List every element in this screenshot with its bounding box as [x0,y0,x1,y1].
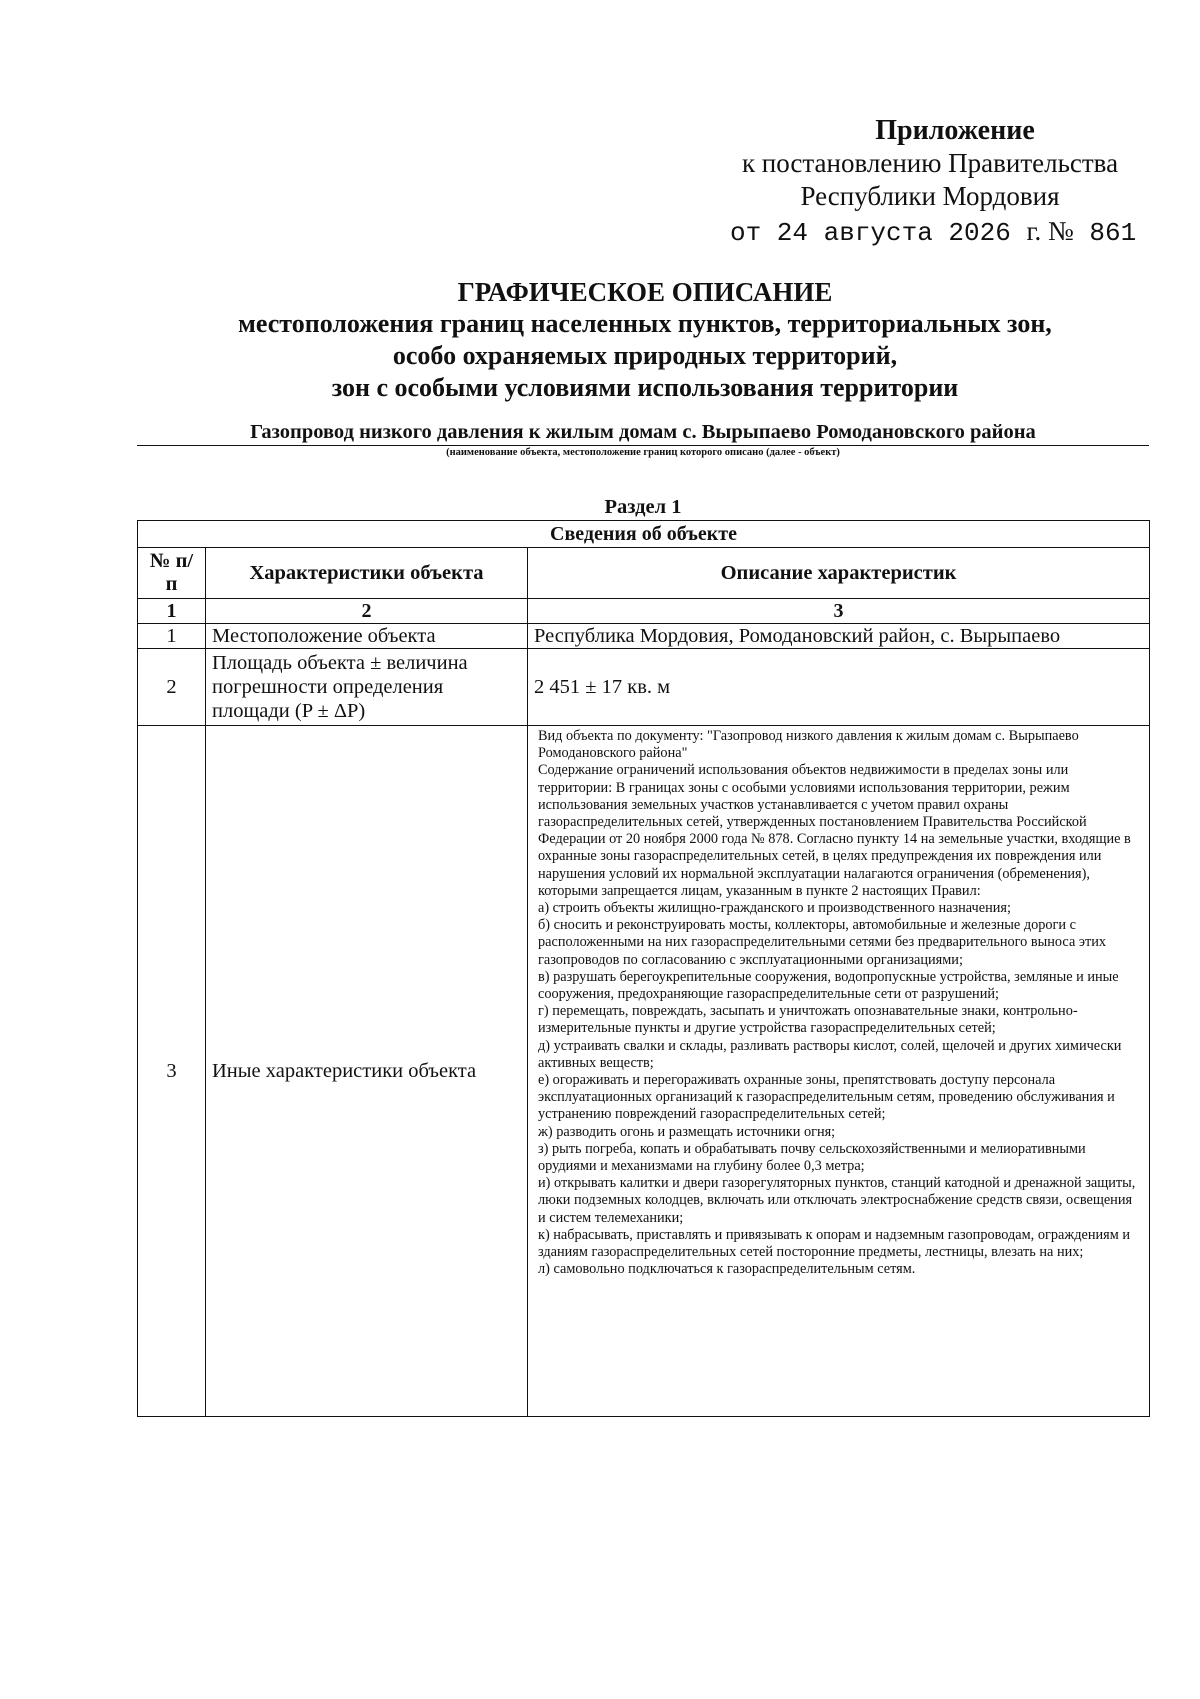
column-numbers-row [138,599,1150,624]
description-paragraph: Вид объекта по документу: "Газопровод низкого давления к жилым домам с. Вырыпаево Ромодановского района" [538,728,1079,762]
restriction-item: в) разрушать берегоукрепительные сооружения, водопропускные устройства, земляные и иные сооружения, предохраняющие газораспределительные сети от разрушений; [538,968,1119,1003]
column-number-3: 3 [528,599,1150,624]
document-heading [150,276,1140,404]
appendix-date-text: от 24 августа 2026 [730,218,1011,248]
row-characteristic: Иные характеристики объекта [206,726,528,1417]
column-number-1: 1 [138,599,206,624]
restriction-item: б) сносить и реконструировать мосты, коллекторы, автомобильные и железные дороги с расположенными на них газораспределительными сетями без предварительного выноса этих газопроводов по согласованию с эксплуатационными организациями; [538,917,1107,968]
table-title: Сведения об объекте [138,521,1150,548]
row-number: 3 [138,726,206,1417]
document-subtitle-line-2: особо охраняемых природных территорий, [392,341,898,370]
row-description-long [528,726,1150,1417]
document-title: ГРАФИЧЕСКОЕ ОПИСАНИЕ [457,277,833,307]
appendix-number-label: г. № [1026,216,1074,246]
description-paragraph: Содержание ограничений использования объектов недвижимости в пределах зоны или территории: В границах зоны с особыми условиями использования территории, режим использования земельных участков устанавливается с учетом правил охраны газораспределительных сетей, утвержденных постановлением Правительства Российской Федерации от 20 ноября 2000 года № 878. Согласно пункту 14 на земельные участки, входящие в охранные зоны газораспределительных сетей, в целях предупреждения их повреждения или нарушения условий их нормальной эксплуатации налагаются ограничения (обременения), которыми запрещается лицам, указанным в пункте 2 настоящих Правил: [538,762,1131,899]
restriction-item: л) самовольно подключаться к газораспределительным сетям. [538,1261,916,1278]
appendix-line-2: Республики Мордовия [800,181,1060,211]
header-number: № п/п [138,548,206,599]
table-title-row [138,521,1150,548]
table-row [138,649,1150,726]
document-subtitle-line-1: местоположения границ населенных пунктов, территориальных зон, [238,309,1052,338]
row-number: 1 [138,624,206,649]
restriction-item: и) открывать калитки и двери газорегуляторных пунктов, станций катодной и дренажной защиты, люки подземных колодцев, включать или отключать электроснабжение средств связи, освещения и систем телемеханики; [538,1175,1136,1226]
appendix-number: 861 [1073,218,1137,248]
restriction-item: з) рыть погреба, копать и обрабатывать почву сельскохозяйственными и мелиоративными орудиями и механизмами на глубину более 0,3 метра; [538,1140,1086,1175]
restriction-item: к) набрасывать, приставлять и привязывать к опорам и надземным газопроводам, ограждениям и зданиям газораспределительных сетей посторонние предметы, лестницы, влезать на них; [538,1226,1130,1261]
header-characteristic: Характеристики объекта [206,548,528,599]
object-name: Газопровод низкого давления к жилым домам с. Вырыпаево Ромодановского района [137,420,1149,446]
table-row [138,624,1150,649]
object-info-table [137,520,1150,1417]
restriction-item: е) огораживать и перегораживать охранные зоны, препятствовать доступу персонала эксплуатационных организаций к газораспределительным сетям, проведению обслуживания и устранению повреждений газораспределительных сетей; [538,1072,1115,1123]
row-characteristic: Местоположение объекта [206,624,528,649]
table-row [138,726,1150,1417]
restriction-item: ж) разводить огонь и размещать источники огня; [538,1123,836,1140]
row-number: 2 [138,649,206,726]
column-number-2: 2 [206,599,528,624]
row-description: Республика Мордовия, Ромодановский район, с. Вырыпаево [528,624,1150,649]
restriction-item: д) устраивать свалки и склады, разливать растворы кислот, солей, щелочей и других химически активных веществ; [538,1037,1122,1071]
row-characteristic: Площадь объекта ± величина погрешности определения площади (P ± ΔP) [206,649,528,726]
appendix-line-1: к постановлению Правительства [741,148,1119,178]
restriction-item: г) перемещать, повреждать, засыпать и уничтожать опознавательные знаки, контрольно-измерительные пункты и другие устройства газораспределительных сетей; [538,1003,1078,1037]
appendix-title: Приложение [875,115,1035,146]
header-description: Описание характеристик [528,548,1150,599]
appendix-date [720,215,1140,250]
appendix-block [720,114,1140,250]
document-subtitle-line-3: зон с особыми условиями использования территории [331,373,959,402]
object-caption: (наименование объекта, местоположение границ которого описано (далее - объект) [446,447,840,458]
row-description: 2 451 ± 17 кв. м [528,649,1150,726]
section-title: Раздел 1 [604,496,682,518]
table-header-row [138,548,1150,599]
restriction-item: а) строить объекты жилищно-гражданского и производственного назначения; [538,900,1011,917]
